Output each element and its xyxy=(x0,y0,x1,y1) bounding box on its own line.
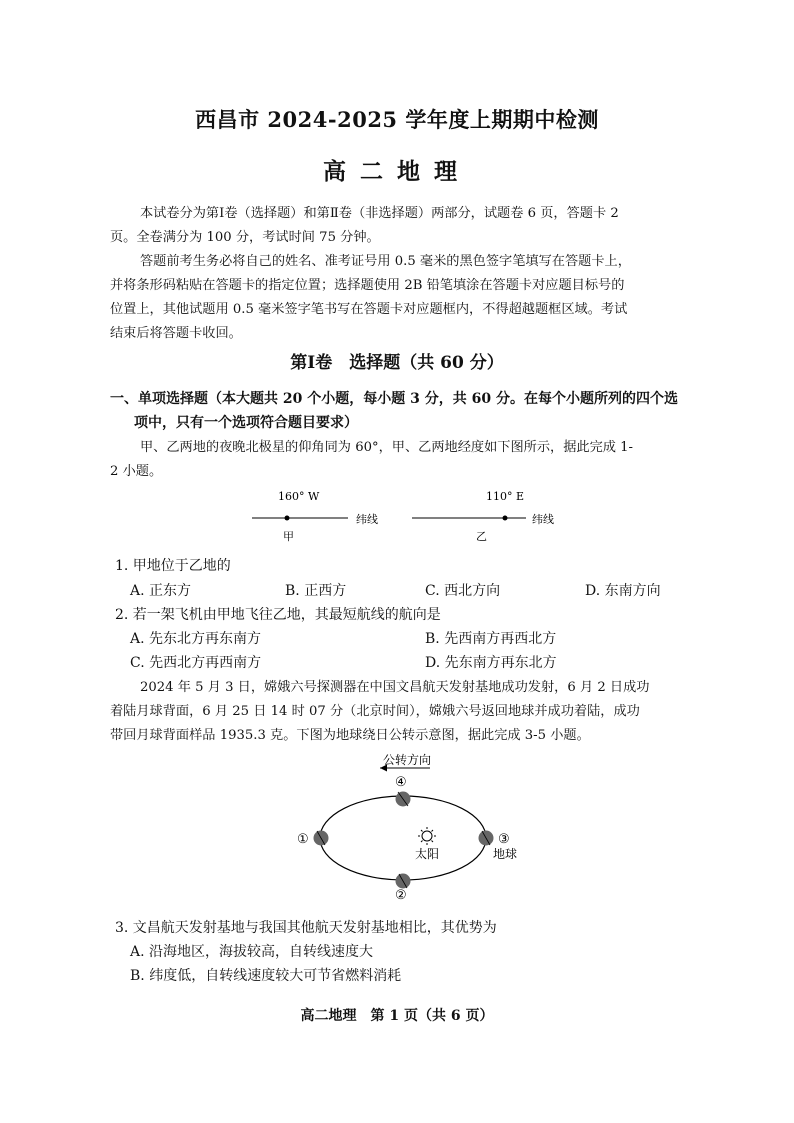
label-1: ① xyxy=(297,832,309,847)
question-3: 3. 文昌航天发射基地与我国其他航天发射基地相比，其优势为 xyxy=(115,920,497,936)
fig1-left-longitude: 160° W xyxy=(278,490,320,503)
instruction-line: 页。全卷满分为 100 分，考试时间 75 分钟。 xyxy=(110,230,380,245)
sun-icon xyxy=(418,827,436,845)
sun-label: 太阳 xyxy=(415,847,440,861)
q1-option-b: B. 正西方 xyxy=(285,583,347,599)
q1-option-a: A. 正东方 xyxy=(130,583,192,599)
label-3: ③ xyxy=(498,832,510,847)
instruction-line: 答题前考生务必将自己的姓名、准考证号用 0.5 毫米的黑色签字笔填写在答题卡上， xyxy=(140,254,631,269)
q2-option-b: B. 先西南方再西北方 xyxy=(425,631,557,647)
point-yi xyxy=(503,516,508,521)
q2-option-c: C. 先西北方再西南方 xyxy=(130,655,262,671)
q1-option-d: D. 东南方向 xyxy=(585,583,661,599)
fig1-left-line-label: 纬线 xyxy=(356,513,378,526)
question-2: 2. 若一架飞机由甲地飞往乙地，其最短航线的航向是 xyxy=(115,607,441,623)
label-2: ② xyxy=(395,888,407,900)
direction-label: 公转方向 xyxy=(383,753,432,767)
fig1-left-name: 甲 xyxy=(283,530,294,543)
section-title: 第Ⅰ卷 选择题（共 60 分） xyxy=(290,353,504,373)
q2-option-a: A. 先东北方再东南方 xyxy=(130,631,262,647)
q1-option-c: C. 西北方向 xyxy=(425,583,501,599)
orbit-figure xyxy=(290,748,530,900)
part-heading-cont: 项中，只有一个选项符合题目要求） xyxy=(134,415,358,431)
fig1-right-longitude: 110° E xyxy=(486,490,525,503)
instruction-line: 本试卷分为第Ⅰ卷（选择题）和第Ⅱ卷（非选择题）两部分，试题卷 6 页，答题卡 2 xyxy=(140,206,619,221)
context-line: 带回月球背面样品 1935.3 克。下图为地球绕日公转示意图，据此完成 3-5 小题。 xyxy=(110,728,590,743)
orbit-ellipse xyxy=(320,796,486,880)
subject-title: 高二地理 xyxy=(323,158,471,185)
question-intro: 甲、乙两地的夜晚北极星的仰角同为 60°，甲、乙两地经度如下图所示，据此完成 1- xyxy=(140,440,633,455)
page-footer: 高二地理 第 1 页（共 6 页） xyxy=(300,1008,494,1024)
instruction-line: 位置上，其他试题用 0.5 毫米签字笔书写在答题卡对应题框内，不得超越题框区域。考试 xyxy=(110,302,628,317)
context-line: 着陆月球背面，6 月 25 日 14 时 07 分（北京时间），嫦娥六号返回地球并成功着陆，成功 xyxy=(110,704,640,719)
part-heading: 一、单项选择题（本大题共 20 个小题，每小题 3 分，共 60 分。在每个小题所列的四个选 xyxy=(110,391,678,407)
q2-option-d: D. 先东南方再东北方 xyxy=(425,655,557,671)
fig1-right-line-label: 纬线 xyxy=(532,513,554,526)
longitude-figure xyxy=(240,486,580,546)
earth-label: 地球 xyxy=(493,847,518,861)
q3-option-a: A. 沿海地区，海拔较高，自转线速度大 xyxy=(130,944,374,960)
context-line: 2024 年 5 月 3 日，嫦娥六号探测器在中国文昌航天发射基地成功发射，6 月 2 日成功 xyxy=(140,680,650,695)
fig1-right-name: 乙 xyxy=(476,530,487,543)
q3-option-b: B. 纬度低，自转线速度较大可节省燃料消耗 xyxy=(130,968,402,984)
label-4: ④ xyxy=(395,775,407,790)
instruction-line: 并将条形码粘贴在答题卡的指定位置；选择题使用 2B 铅笔填涂在答题卡对应题目标号的 xyxy=(110,278,625,293)
question-1: 1. 甲地位于乙地的 xyxy=(115,558,231,574)
question-intro: 2 小题。 xyxy=(110,464,163,479)
instruction-line: 结束后将答题卡收回。 xyxy=(110,326,242,341)
page-title: 西昌市 2024-2025 学年度上期期中检测 xyxy=(195,107,599,132)
point-jia xyxy=(285,516,290,521)
